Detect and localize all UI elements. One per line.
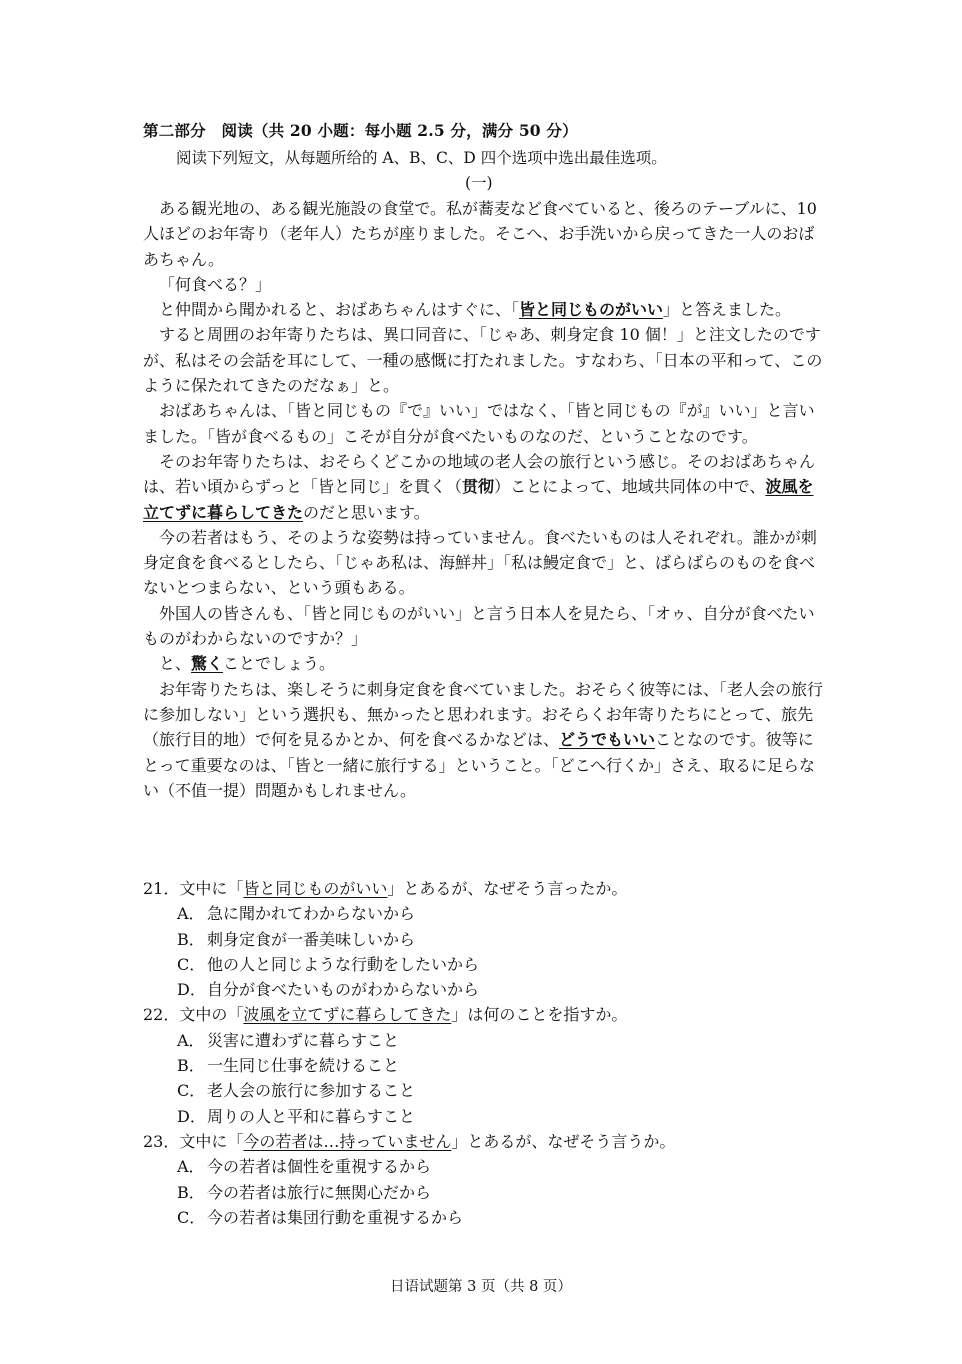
paragraph-7: 今の若者はもう、そのような姿勢は持っていません。食べたいものは人それぞれ。誰かが刺身定食を食べるとしたら、「じゃあ私は、海鮮丼」「私は鰻定食で」と、ばらばらのものを食べないとつまらない、という頭もある。 [143, 527, 817, 598]
option-text: 災害に遭わずに暮らすこと [207, 1030, 400, 1050]
paragraph-1: ある観光地の、ある観光施設の食堂で。私が蕎麦など食べていると、後ろのテーブルに、10 人ほどのお年寄り（老年人）たちが座りました。そこへ、お手洗いから戻ってきた一人のおばあちゃん。 [143, 199, 817, 269]
question-stem [143, 1002, 823, 1027]
text-span: のだと思います。 [303, 502, 430, 522]
text-span: 22．文中の「 [143, 1005, 244, 1025]
option-text: 今の若者は集団行動を重視するから [207, 1207, 464, 1227]
question-22 [143, 1002, 823, 1128]
option-letter: C． [177, 954, 206, 974]
question-stem [143, 876, 823, 901]
option-b[interactable] [177, 1053, 823, 1078]
paragraph-8: 外国人の皆さんも、「皆と同じものがいい」と言う日本人を見たら、「オゥ、自分が食べたいものがわからないのですか？」 [143, 603, 815, 649]
option-letter: A． [177, 1030, 205, 1050]
option-c[interactable] [177, 1078, 823, 1103]
option-b[interactable] [177, 1180, 823, 1205]
text-span: と仲間から聞かれると、おばあちゃんはすぐに、「 [159, 300, 520, 320]
paragraph-3 [143, 297, 823, 322]
text-span: お年寄りたちは、楽しそうに刺身定食を食べていました。おそらく彼等には、「老人会の旅行に参加しない」という選択も、無かったと思われます。おそらくお年寄りたちにとって、旅先（旅行目的地）で何を見るかとか、何を食べるかなどは、 [143, 679, 824, 750]
option-c[interactable] [177, 1205, 823, 1230]
text-span: ことなのです。彼等にとって重要なのは、「皆と一緒に旅行する」ということ。「どこへ行くか」さえ、取るに足らない（不值一提）問題かもしれません。 [143, 730, 816, 800]
option-text: 刺身定食が一番美味しいから [207, 929, 416, 949]
option-letter: A． [177, 1157, 205, 1177]
option-letter: B． [177, 929, 205, 949]
reading-passage [143, 196, 823, 803]
option-letter: D． [177, 980, 206, 1000]
option-a[interactable] [177, 1028, 823, 1053]
option-a[interactable] [177, 901, 823, 926]
text-span: そのお年寄りたちは、おそらくどこかの地域の老人会の旅行という感じ。そのおばあちゃんは、若い頃からずっと「皆と同じ」を貫く（ [143, 451, 816, 497]
option-text: 老人会の旅行に参加すること [207, 1081, 416, 1101]
option-text: 一生同じ仕事を続けること [207, 1056, 400, 1076]
option-letter: B． [177, 1182, 205, 1202]
paragraph-6 [143, 449, 823, 525]
text-span: 」は何のことを指すか。 [451, 1005, 628, 1025]
question-stem [143, 1129, 823, 1154]
underlined-phrase-4: どうでもいい [559, 730, 656, 750]
text-span: ）ことによって、地域共同体の中で、 [494, 477, 766, 497]
option-letter: D． [177, 1106, 206, 1126]
option-text: 今の若者は旅行に無関心だから [207, 1182, 432, 1202]
option-text: 他の人と同じような行動をしたいから [207, 954, 480, 974]
text-span: と、 [159, 654, 192, 674]
option-letter: C． [177, 1207, 206, 1227]
option-letter: B． [177, 1056, 205, 1076]
paragraph-10 [143, 677, 823, 803]
text-span: 」と答えました。 [663, 300, 792, 320]
question-list [143, 876, 823, 1230]
text-span: 21．文中に「 [143, 879, 244, 898]
option-text: 自分が食べたいものがわからないから [207, 980, 480, 1000]
question-23 [143, 1129, 823, 1230]
text-span: 23．文中に「 [143, 1131, 244, 1151]
underlined-phrase-3: 驚く [191, 654, 224, 674]
text-span: 」とあるが、なぜそう言うか。 [451, 1131, 676, 1151]
paragraph-2: 「何食べる？」 [159, 274, 272, 294]
option-text: 今の若者は個性を重視するから [207, 1157, 432, 1177]
passage-number: (一) [465, 174, 493, 192]
text-span: 」とあるが、なぜそう言ったか。 [387, 879, 628, 898]
underlined-phrase-2: 波風を立てずに暮らしてきた [143, 477, 814, 522]
quoted-phrase: 皆と同じものがいい [243, 879, 388, 898]
question-21 [143, 876, 823, 1002]
underlined-phrase-1: 皆と同じものがいい [519, 300, 664, 320]
option-text: 急に聞かれてわからないから [207, 904, 416, 924]
paragraph-4: すると周囲のお年寄りたちは、異口同音に、「じゃあ、刺身定食 10 個！」と注文したのですが、私はその会話を耳にして、一種の感慨に打たれました。すなわち、「日本の平和って、このように保たれてきたのだなぁ」と。 [143, 325, 823, 396]
option-letter: A． [177, 904, 205, 924]
paragraph-9 [143, 651, 823, 676]
option-d[interactable] [177, 977, 823, 1002]
page-footer: 日语试题第 3 页（共 8 页） [390, 1279, 572, 1295]
quoted-phrase: 波風を立てずに暮らしてきた [243, 1005, 452, 1025]
bold-gloss: 贯彻 [462, 477, 495, 497]
option-d[interactable] [177, 1104, 823, 1129]
text-span: ことでしょう。 [223, 654, 336, 674]
reading-instruction: 阅读下列短文，从每题所给的 A、B、C、D 四个选项中选出最佳选项。 [176, 149, 667, 167]
option-letter: C． [177, 1081, 206, 1101]
option-a[interactable] [177, 1154, 823, 1179]
option-b[interactable] [177, 927, 823, 952]
paragraph-5: おばあちゃんは、「皆と同じもの『で』いい」ではなく、「皆と同じもの『が』いい」と言いました。「皆が食べるもの」こそが自分が食べたいものなのだ、ということなのです。 [143, 401, 815, 446]
quoted-phrase: 今の若者は…持っていません [243, 1131, 452, 1151]
section-title: 第二部分 阅读（共 20 小题：每小题 2.5 分，满分 50 分） [143, 121, 578, 140]
option-c[interactable] [177, 952, 823, 977]
option-text: 周りの人と平和に暮らすこと [207, 1106, 416, 1126]
